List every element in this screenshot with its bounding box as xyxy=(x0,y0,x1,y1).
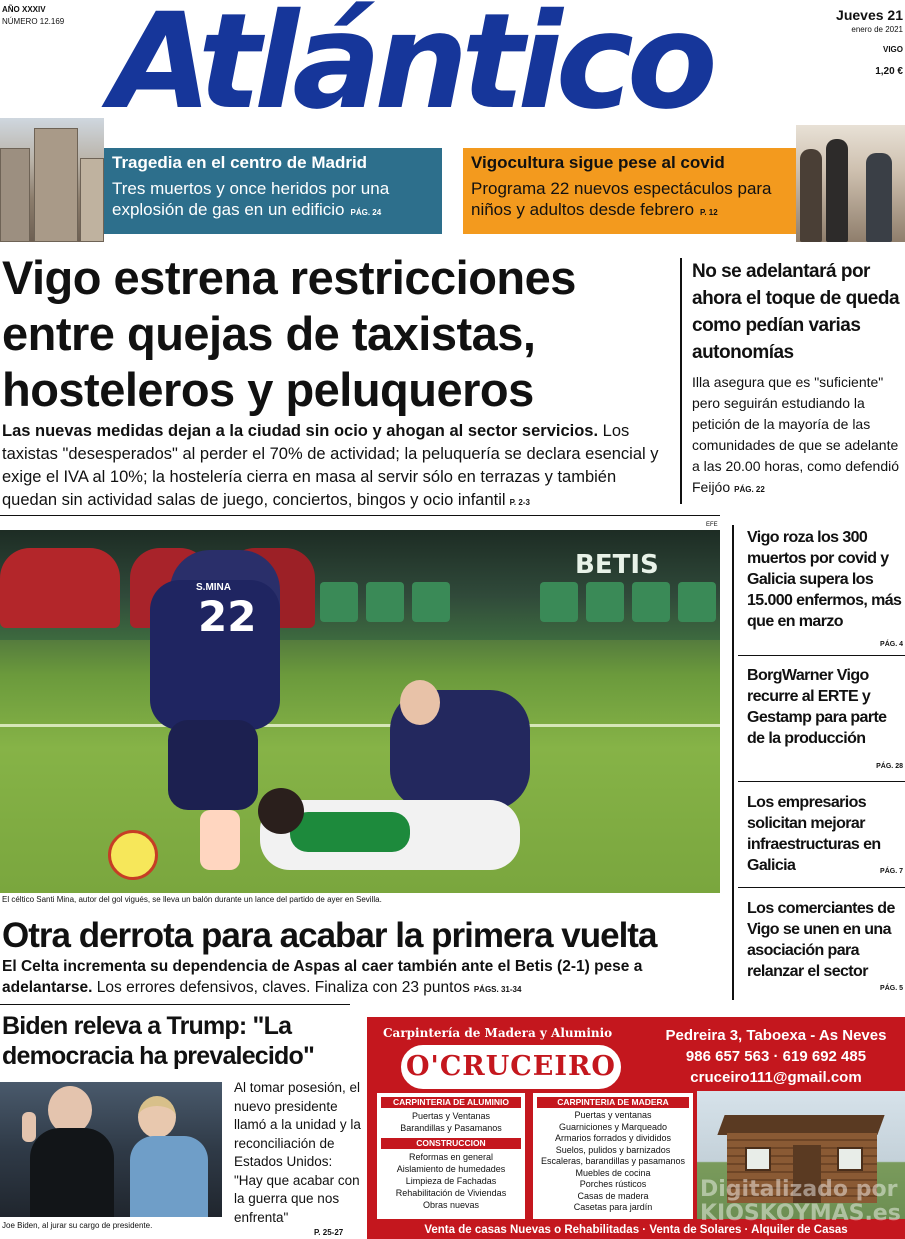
biden-inauguration-photo[interactable] xyxy=(0,1082,222,1217)
ad-item: Casas de madera xyxy=(577,1190,649,1201)
curfew-body: Illa asegura que es "suficiente" pero seguirán estudiando la petición de la mayoría de las comunidades de que se adelante a las 20.00 horas, como defendió Feijóo xyxy=(692,374,900,495)
column-divider xyxy=(732,525,734,1000)
ad-panel-madera xyxy=(533,1093,693,1219)
ad-item: Reformas en general xyxy=(408,1152,494,1162)
ad-item: Rehabilitación de Viviendas xyxy=(395,1188,507,1198)
empresarios-headline[interactable]: Los empresarios solicitan mejorar infraestructuras en Galicia xyxy=(747,794,881,874)
madrid-building-photo xyxy=(0,118,104,242)
ad-item: Escaleras, barandillas y pasamanos xyxy=(540,1156,686,1166)
ad-item: Puertas y ventanas xyxy=(574,1110,652,1120)
issue-price: 1,20 € xyxy=(875,66,903,77)
page-ref: PÁG. 5 xyxy=(880,985,903,992)
photo-caption: El céltico Santi Mina, autor del gol vigués, se lleva un balón durante un lance del partido de ayer en Sevilla. xyxy=(2,895,382,904)
ad-item: Muebles de cocina xyxy=(575,1167,651,1178)
borgwarner-headline[interactable]: BorgWarner Vigo recurre al ERTE y Gestamp para parte de la producción xyxy=(747,667,887,747)
teaser-madrid[interactable] xyxy=(104,148,442,234)
teaser-body: Programa 22 nuevos espectáculos para niños y adultos desde febrero xyxy=(471,179,772,219)
page-ref: PÁG. 24 xyxy=(350,208,382,217)
teaser-vigocultura[interactable] xyxy=(463,148,796,234)
ad-item: Casetas para jardín xyxy=(573,1202,653,1212)
covid-headline[interactable]: Vigo roza los 300 muertos por covid y Galicia supera los 15.000 enfermos, más que en marzo xyxy=(747,529,902,630)
item-rule xyxy=(738,655,905,656)
lede-bold: Las nuevas medidas dejan a la ciudad sin ocio y ahogan al sector servicios. xyxy=(2,422,599,440)
ad-brand-logo xyxy=(401,1045,621,1089)
issue-number: NÚMERO 12.169 xyxy=(2,17,65,26)
page-ref: PÁGS. 31-34 xyxy=(473,985,522,994)
teaser-headline: Tragedia en el centro de Madrid xyxy=(112,153,368,172)
lede-text: Los taxistas "desesperados" al perder el 70% de actividad; la peluquería se declara esencial y exige el IVA al 10%; la hostelería cierra en masa al servir sólo en terrazas y también quedan sin actividad salas de juego, conciertos, bingos y ocio infantil xyxy=(2,422,659,509)
jersey-name: S.MINA xyxy=(196,582,231,593)
ad-item: Porches rústicos xyxy=(579,1179,647,1189)
ad-section-head: CONSTRUCCION xyxy=(381,1138,521,1149)
teaser-headline: Vigocultura sigue pese al covid xyxy=(471,153,725,172)
ad-email[interactable]: cruceiro111@gmail.com xyxy=(690,1069,862,1086)
ad-item: Limpieza de Fachadas xyxy=(405,1176,497,1186)
page-ref: PÁG. 4 xyxy=(880,641,903,648)
photo-credit: EFE xyxy=(706,522,718,528)
issue-date: enero de 2021 xyxy=(851,25,903,34)
biden-headline[interactable]: Biden releva a Trump: "La democracia ha prevalecido" xyxy=(2,1012,315,1070)
ad-phones: 986 657 563 · 619 692 485 xyxy=(685,1048,867,1065)
page-ref: PÁG. 22 xyxy=(734,485,765,494)
ad-section-head: CARPINTERIA DE MADERA xyxy=(537,1097,689,1108)
edition-city: VIGO xyxy=(882,45,903,54)
vigocultura-photo xyxy=(796,125,905,242)
ad-panel-aluminio xyxy=(377,1093,525,1219)
ad-section-head: CARPINTERIA DE ALUMINIO xyxy=(381,1097,521,1108)
ad-item: Suelos, pulidos y barnizados xyxy=(555,1144,671,1155)
football-match-photo[interactable] xyxy=(0,530,720,893)
curfew-headline[interactable]: No se adelantará por ahora el toque de queda como pedían varias autonomías xyxy=(692,261,900,363)
celta-bold: El Celta incrementa su dependencia de Aspas al caer también ante el Betis (2-1) pese a adelantarse. xyxy=(2,958,643,996)
celta-body: Los errores defensivos, claves. Finaliza con 23 puntos xyxy=(92,979,470,996)
ad-item: Puertas y Ventanas xyxy=(411,1111,491,1121)
masthead-right xyxy=(836,6,903,78)
ad-item: Guarniciones y Marqueado xyxy=(558,1121,668,1132)
page-ref: P. 12 xyxy=(700,208,718,217)
item-rule xyxy=(738,887,905,888)
ad-item: Aislamiento de humedades xyxy=(396,1164,506,1174)
ad-item: Armarios forrados y divididos xyxy=(554,1133,672,1143)
column-divider xyxy=(680,258,682,504)
teaser-body: Tres muertos y once heridos por una explosión de gas en un edificio xyxy=(112,179,390,219)
celta-text xyxy=(2,956,718,1000)
page-ref: PÁG. 7 xyxy=(880,868,903,875)
ad-brand-text: O'CRUCEIRO xyxy=(406,1051,616,1082)
issue-day: Jueves 21 xyxy=(836,7,903,23)
newspaper-logo[interactable]: Atlántico xyxy=(110,0,711,139)
jersey-number: 22 xyxy=(198,592,257,641)
lead-headline[interactable]: Vigo estrena restricciones entre quejas de taxistas, hosteleros y peluqueros xyxy=(2,251,576,416)
ad-contact xyxy=(653,1025,899,1088)
ad-address: Pedreira 3, Taboexa - As Neves xyxy=(665,1027,887,1044)
ad-item: Barandillas y Pasamanos xyxy=(400,1123,502,1133)
comerciantes-headline[interactable]: Los comerciantes de Vigo se unen en una asociación para relanzar el sector xyxy=(747,900,895,980)
page-ref: PÁG. 28 xyxy=(876,763,903,770)
lead-lede xyxy=(2,420,674,514)
biden-caption: Joe Biden, al jurar su cargo de presidente. xyxy=(2,1221,153,1230)
ad-title: Carpintería de Madera y Aluminio xyxy=(383,1026,613,1040)
masthead-left xyxy=(2,4,64,28)
page-ref: P. 2-3 xyxy=(509,498,530,507)
ad-footer: Venta de casas Nuevas o Rehabilitadas · Venta de Solares · Alquiler de Casas xyxy=(424,1224,848,1236)
page-ref: P. 25-27 xyxy=(314,1228,344,1237)
year-label: AÑO XXXIV xyxy=(2,5,46,14)
biden-text: Al tomar posesión, el nuevo presidente llamó a la unidad y la reconciliación de Estados Unidos: "Hay que acabar con la guerra que nos enfrenta" xyxy=(234,1080,361,1225)
football-ball xyxy=(108,830,158,880)
curfew-text xyxy=(692,372,902,500)
item-rule xyxy=(738,781,905,782)
celta-headline[interactable]: Otra derrota para acabar la primera vuelta xyxy=(2,916,657,955)
ad-item: Obras nuevas xyxy=(422,1200,480,1210)
stadium-banner: BETIS xyxy=(575,550,659,580)
digitizer-watermark: Digitalizado por KIOSKOYMAS.es xyxy=(700,1177,901,1226)
section-rule xyxy=(0,1004,350,1005)
section-rule xyxy=(0,515,720,516)
